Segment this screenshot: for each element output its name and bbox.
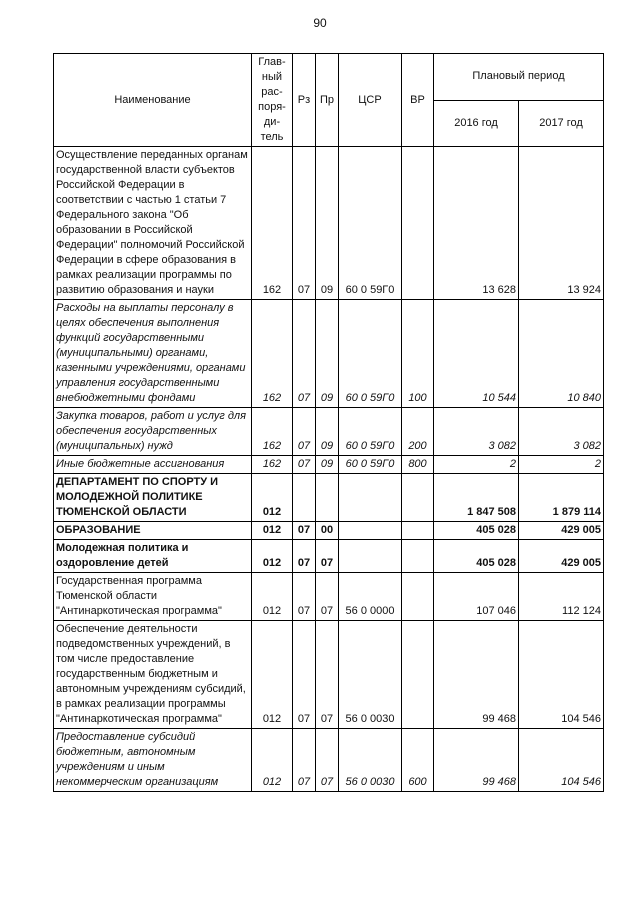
header-vr: ВР [402, 54, 434, 147]
row-2016: 2 [434, 456, 519, 474]
row-pr: 07 [316, 729, 339, 792]
row-name: Обеспечение деятельности подведомственных учреждений, в том числе предоставление государственным бюджетным и автономным учреждениям субсидий, в рамках реализации программы "Антинаркотическая программа" [54, 621, 252, 729]
row-name: ДЕПАРТАМЕНТ ПО СПОРТУ И МОЛОДЕЖНОЙ ПОЛИТИКЕ ТЮМЕНСКОЙ ОБЛАСТИ [54, 474, 252, 522]
row-rz [293, 474, 316, 522]
table-row [54, 540, 604, 573]
row-glav: 162 [252, 300, 293, 408]
row-pr: 09 [316, 147, 339, 300]
row-glav: 162 [252, 408, 293, 456]
row-2017: 112 124 [519, 573, 604, 621]
header-rz: Рз [293, 54, 316, 147]
row-name: Предоставление субсидий бюджетным, автономным учреждениям и иным некоммерческим организациям [54, 729, 252, 792]
row-2016: 1 847 508 [434, 474, 519, 522]
row-pr: 07 [316, 621, 339, 729]
row-csr: 56 0 0030 [339, 621, 402, 729]
table-row [54, 456, 604, 474]
row-pr: 07 [316, 540, 339, 573]
row-2016: 99 468 [434, 621, 519, 729]
row-rz: 07 [293, 300, 316, 408]
row-glav: 162 [252, 456, 293, 474]
row-2017: 2 [519, 456, 604, 474]
row-vr [402, 474, 434, 522]
row-pr: 09 [316, 300, 339, 408]
row-2017: 104 546 [519, 621, 604, 729]
row-2017: 13 924 [519, 147, 604, 300]
row-vr [402, 573, 434, 621]
row-pr: 00 [316, 522, 339, 540]
row-glav: 012 [252, 621, 293, 729]
header-2016: 2016 год [434, 100, 519, 147]
row-csr: 56 0 0030 [339, 729, 402, 792]
header-glav: Глав- ный рас- поря- ди- тель [252, 54, 293, 147]
table-row [54, 573, 604, 621]
row-2016: 13 628 [434, 147, 519, 300]
row-name: Иные бюджетные ассигнования [54, 456, 252, 474]
row-vr: 600 [402, 729, 434, 792]
row-vr [402, 621, 434, 729]
table-row [54, 300, 604, 408]
header-csr: ЦСР [339, 54, 402, 147]
row-rz: 07 [293, 729, 316, 792]
row-csr: 60 0 59Г0 [339, 300, 402, 408]
row-2017: 3 082 [519, 408, 604, 456]
row-2017: 1 879 114 [519, 474, 604, 522]
row-name: Осуществление переданных органам государственной власти субъектов Российской Федерации в соответствии с частью 1 статьи 7 Федерального закона "Об образовании в Российской Федерации" полномочий Российской Федерации в сфере образования в рамках реализации программы по развитию образования и науки [54, 147, 252, 300]
budget-table [53, 53, 604, 792]
table-row [54, 522, 604, 540]
header-pr: Пр [316, 54, 339, 147]
row-2017: 104 546 [519, 729, 604, 792]
row-2016: 405 028 [434, 522, 519, 540]
row-2017: 429 005 [519, 540, 604, 573]
row-name: ОБРАЗОВАНИЕ [54, 522, 252, 540]
row-2016: 107 046 [434, 573, 519, 621]
row-glav: 162 [252, 147, 293, 300]
row-rz: 07 [293, 621, 316, 729]
row-csr: 60 0 59Г0 [339, 456, 402, 474]
row-2016: 99 468 [434, 729, 519, 792]
table-row [54, 621, 604, 729]
row-glav: 012 [252, 573, 293, 621]
row-vr: 200 [402, 408, 434, 456]
table-row [54, 729, 604, 792]
row-vr [402, 522, 434, 540]
row-pr: 07 [316, 573, 339, 621]
row-pr: 09 [316, 456, 339, 474]
row-glav: 012 [252, 540, 293, 573]
row-glav: 012 [252, 522, 293, 540]
header-2017: 2017 год [519, 100, 604, 147]
row-rz: 07 [293, 408, 316, 456]
page-number: 90 [313, 16, 327, 30]
row-csr: 60 0 59Г0 [339, 408, 402, 456]
row-2017: 10 840 [519, 300, 604, 408]
row-rz: 07 [293, 540, 316, 573]
row-csr [339, 474, 402, 522]
header-period: Плановый период [434, 54, 604, 101]
table-row [54, 147, 604, 300]
row-name: Закупка товаров, работ и услуг для обеспечения государственных (муниципальных) нужд [54, 408, 252, 456]
row-csr [339, 540, 402, 573]
row-pr [316, 474, 339, 522]
row-pr: 09 [316, 408, 339, 456]
row-vr: 800 [402, 456, 434, 474]
table-row [54, 408, 604, 456]
row-csr: 60 0 59Г0 [339, 147, 402, 300]
row-rz: 07 [293, 147, 316, 300]
row-vr [402, 540, 434, 573]
row-vr: 100 [402, 300, 434, 408]
row-2016: 3 082 [434, 408, 519, 456]
row-2016: 10 544 [434, 300, 519, 408]
row-rz: 07 [293, 456, 316, 474]
row-name: Расходы на выплаты персоналу в целях обеспечения выполнения функций государственными (муниципальными) органами, казенными учреждениями, органами управления государственными внебюджетными фондами [54, 300, 252, 408]
table-row [54, 474, 604, 522]
header-name: Наименование [54, 54, 252, 147]
row-rz: 07 [293, 522, 316, 540]
row-glav: 012 [252, 474, 293, 522]
row-csr [339, 522, 402, 540]
row-name: Молодежная политика и оздоровление детей [54, 540, 252, 573]
row-2017: 429 005 [519, 522, 604, 540]
row-name: Государственная программа Тюменской области "Антинаркотическая программа" [54, 573, 252, 621]
row-glav: 012 [252, 729, 293, 792]
row-2016: 405 028 [434, 540, 519, 573]
row-vr [402, 147, 434, 300]
row-csr: 56 0 0000 [339, 573, 402, 621]
row-rz: 07 [293, 573, 316, 621]
